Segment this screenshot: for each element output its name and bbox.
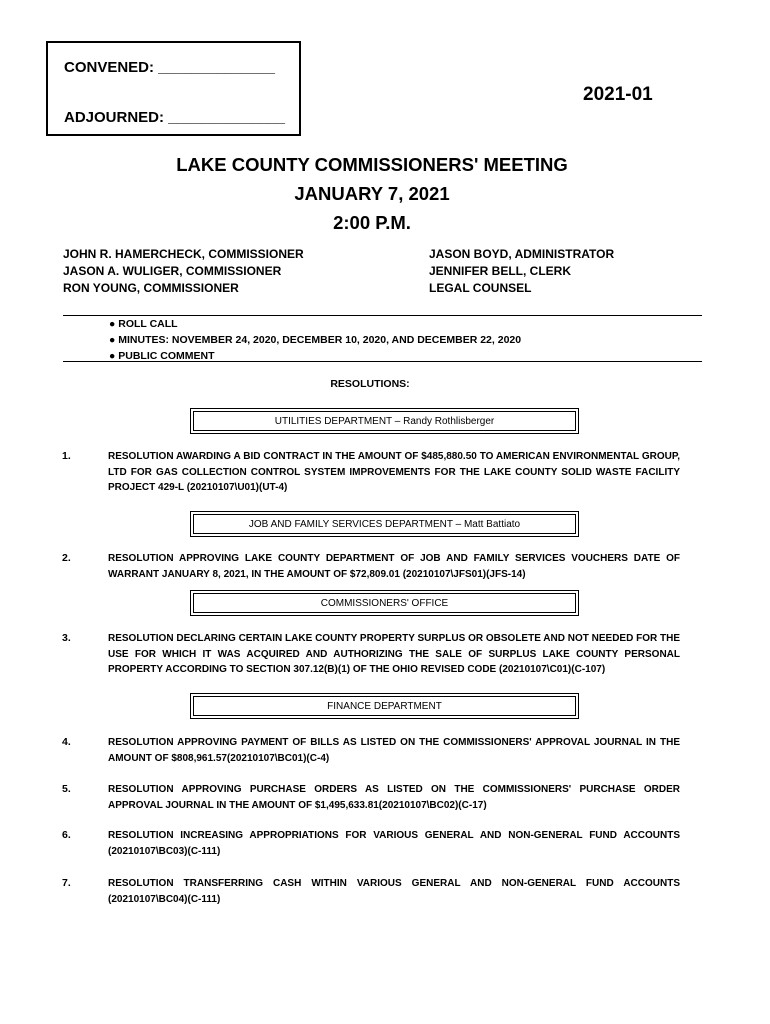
- resolution-number: 3.: [62, 632, 71, 644]
- resolution-number: 1.: [62, 450, 71, 462]
- divider-bottom: [63, 361, 702, 362]
- department-banner: [190, 511, 579, 537]
- agenda-item: ● ROLL CALL: [109, 318, 178, 330]
- department-banner: [190, 590, 579, 616]
- staff-name: JENNIFER BELL, CLERK: [429, 264, 572, 278]
- commissioner-name: RON YOUNG, COMMISSIONER: [63, 281, 239, 295]
- department-banner: [190, 693, 579, 719]
- document-number: 2021-01: [583, 84, 653, 105]
- resolution-number: 2.: [62, 552, 71, 564]
- resolution-text: RESOLUTION TRANSFERRING CASH WITHIN VARIOUS GENERAL AND NON-GENERAL FUND ACCOUNTS (20210107\BC04)(C-111): [108, 878, 680, 905]
- resolution-number: 5.: [62, 783, 71, 795]
- resolution-number: 4.: [62, 736, 71, 748]
- meeting-date: JANUARY 7, 2021: [294, 183, 450, 204]
- resolution-text: RESOLUTION INCREASING APPROPRIATIONS FOR VARIOUS GENERAL AND NON-GENERAL FUND ACCOUNTS (20210107\BC03)(C-111): [108, 830, 680, 857]
- resolution-text: RESOLUTION APPROVING PAYMENT OF BILLS AS LISTED ON THE COMMISSIONERS' APPROVAL JOURNAL IN THE AMOUNT OF $808,961.57(20210107\BC01)(C-4): [108, 737, 680, 764]
- convened-line: CONVENED: ______________: [64, 59, 275, 76]
- resolution-text: RESOLUTION APPROVING LAKE COUNTY DEPARTMENT OF JOB AND FAMILY SERVICES VOUCHERS DATE OF WARRANT JANUARY 8, 2021, IN THE AMOUNT OF $72,809.01 (20210107\JFS01)(JFS-14): [108, 553, 680, 580]
- resolution-text: RESOLUTION AWARDING A BID CONTRACT IN THE AMOUNT OF $485,880.50 TO AMERICAN ENVIRONMENTAL GROUP, LTD FOR GAS COLLECTION CONTROL SYSTEM IMPROVEMENTS FOR THE LAKE COUNTY SOLID WASTE FACILITY PROJECT 429-L (20210107\U01)(UT-4): [108, 451, 680, 493]
- resolution-text: RESOLUTION DECLARING CERTAIN LAKE COUNTY PROPERTY SURPLUS OR OBSOLETE AND NOT NEEDED FOR THE USE FOR WHICH IT WAS ACQUIRED AND AUTHORIZING THE SALE OF SURPLUS LAKE COUNTY PERSONAL PROPERTY ACCORDING TO SECTION 307.12(B)(1) OF THE OHIO REVISED CODE (20210107\C01)(C-107): [108, 633, 680, 675]
- convened-adjourned-box: [46, 41, 301, 136]
- department-label: JOB AND FAMILY SERVICES DEPARTMENT – Matt Battiato: [193, 514, 576, 534]
- adjourned-line: ADJOURNED: ______________: [64, 109, 285, 126]
- meeting-time: 2:00 P.M.: [333, 212, 411, 233]
- meeting-title: LAKE COUNTY COMMISSIONERS' MEETING: [176, 154, 568, 175]
- commissioners-list: [63, 246, 304, 297]
- staff-list: [429, 246, 614, 297]
- resolutions-heading: RESOLUTIONS:: [330, 378, 410, 390]
- commissioner-name: JASON A. WULIGER, COMMISSIONER: [63, 264, 282, 278]
- staff-name: LEGAL COUNSEL: [429, 281, 532, 295]
- department-label: COMMISSIONERS' OFFICE: [193, 593, 576, 613]
- resolution-number: 7.: [62, 877, 71, 889]
- agenda-list: [109, 316, 521, 364]
- agenda-item: ● PUBLIC COMMENT: [109, 350, 215, 362]
- resolution-number: 6.: [62, 829, 71, 841]
- department-label: UTILITIES DEPARTMENT – Randy Rothlisberger: [193, 411, 576, 431]
- department-banner: [190, 408, 579, 434]
- department-label: FINANCE DEPARTMENT: [193, 696, 576, 716]
- agenda-item: ● MINUTES: NOVEMBER 24, 2020, DECEMBER 10, 2020, AND DECEMBER 22, 2020: [109, 334, 522, 346]
- staff-name: JASON BOYD, ADMINISTRATOR: [429, 247, 615, 261]
- resolution-text: RESOLUTION APPROVING PURCHASE ORDERS AS LISTED ON THE COMMISSIONERS' PURCHASE ORDER APPROVAL JOURNAL IN THE AMOUNT OF $1,495,633.81(20210107\BC02)(C-17): [108, 784, 680, 811]
- commissioner-name: JOHN R. HAMERCHECK, COMMISSIONER: [63, 247, 304, 261]
